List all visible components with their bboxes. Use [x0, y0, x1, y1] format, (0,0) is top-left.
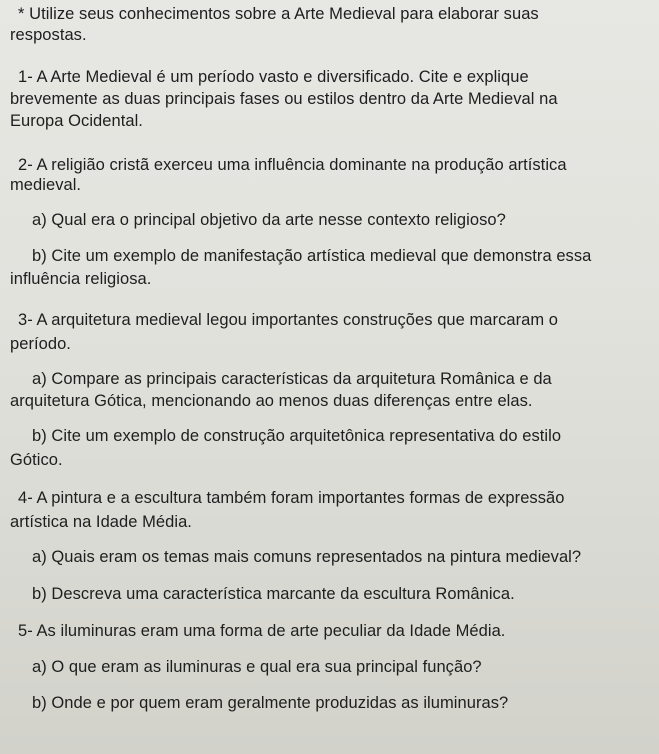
question-3-line-2: período. [10, 335, 71, 353]
question-4a: a) Quais eram os temas mais comuns representados na pintura medieval? [32, 548, 582, 566]
question-2a: a) Qual era o principal objetivo da arte nesse contexto religioso? [32, 211, 506, 229]
question-4-line-1: 4- A pintura e a escultura também foram importantes formas de expressão [18, 489, 565, 507]
question-2-line-1: 2- A religião cristã exerceu uma influência dominante na produção artística [18, 156, 567, 174]
question-3b-line-1: b) Cite um exemplo de construção arquitetônica representativa do estilo [32, 427, 562, 445]
question-4-line-2: artística na Idade Média. [10, 513, 192, 531]
question-5b: b) Onde e por quem eram geralmente produzidas as iluminuras? [32, 694, 509, 712]
question-3a-line-2: arquitetura Gótica, mencionando ao menos duas diferenças entre elas. [10, 392, 533, 410]
question-2-line-2: medieval. [10, 176, 82, 194]
intro-line-2: respostas. [10, 26, 87, 44]
question-2b-line-2: influência religiosa. [10, 270, 152, 288]
question-2b-line-1: b) Cite um exemplo de manifestação artística medieval que demonstra essa [32, 247, 592, 265]
question-3a-line-1: a) Compare as principais características da arquitetura Românica e da [32, 370, 552, 388]
question-1-line-2: brevemente as duas principais fases ou estilos dentro da Arte Medieval na [10, 90, 558, 108]
question-1-line-3: Europa Ocidental. [10, 112, 143, 130]
question-3b-line-2: Gótico. [10, 451, 63, 469]
question-5a: a) O que eram as iluminuras e qual era sua principal função? [32, 658, 482, 676]
question-3-line-1: 3- A arquitetura medieval legou importantes construções que marcaram o [18, 311, 559, 329]
question-1-line-1: 1- A Arte Medieval é um período vasto e diversificado. Cite e explique [18, 68, 529, 86]
question-5-line-1: 5- As iluminuras eram uma forma de arte peculiar da Idade Média. [18, 622, 506, 640]
intro-line-1: * Utilize seus conhecimentos sobre a Arte Medieval para elaborar suas [18, 5, 539, 23]
question-4b: b) Descreva uma característica marcante da escultura Românica. [32, 585, 515, 603]
